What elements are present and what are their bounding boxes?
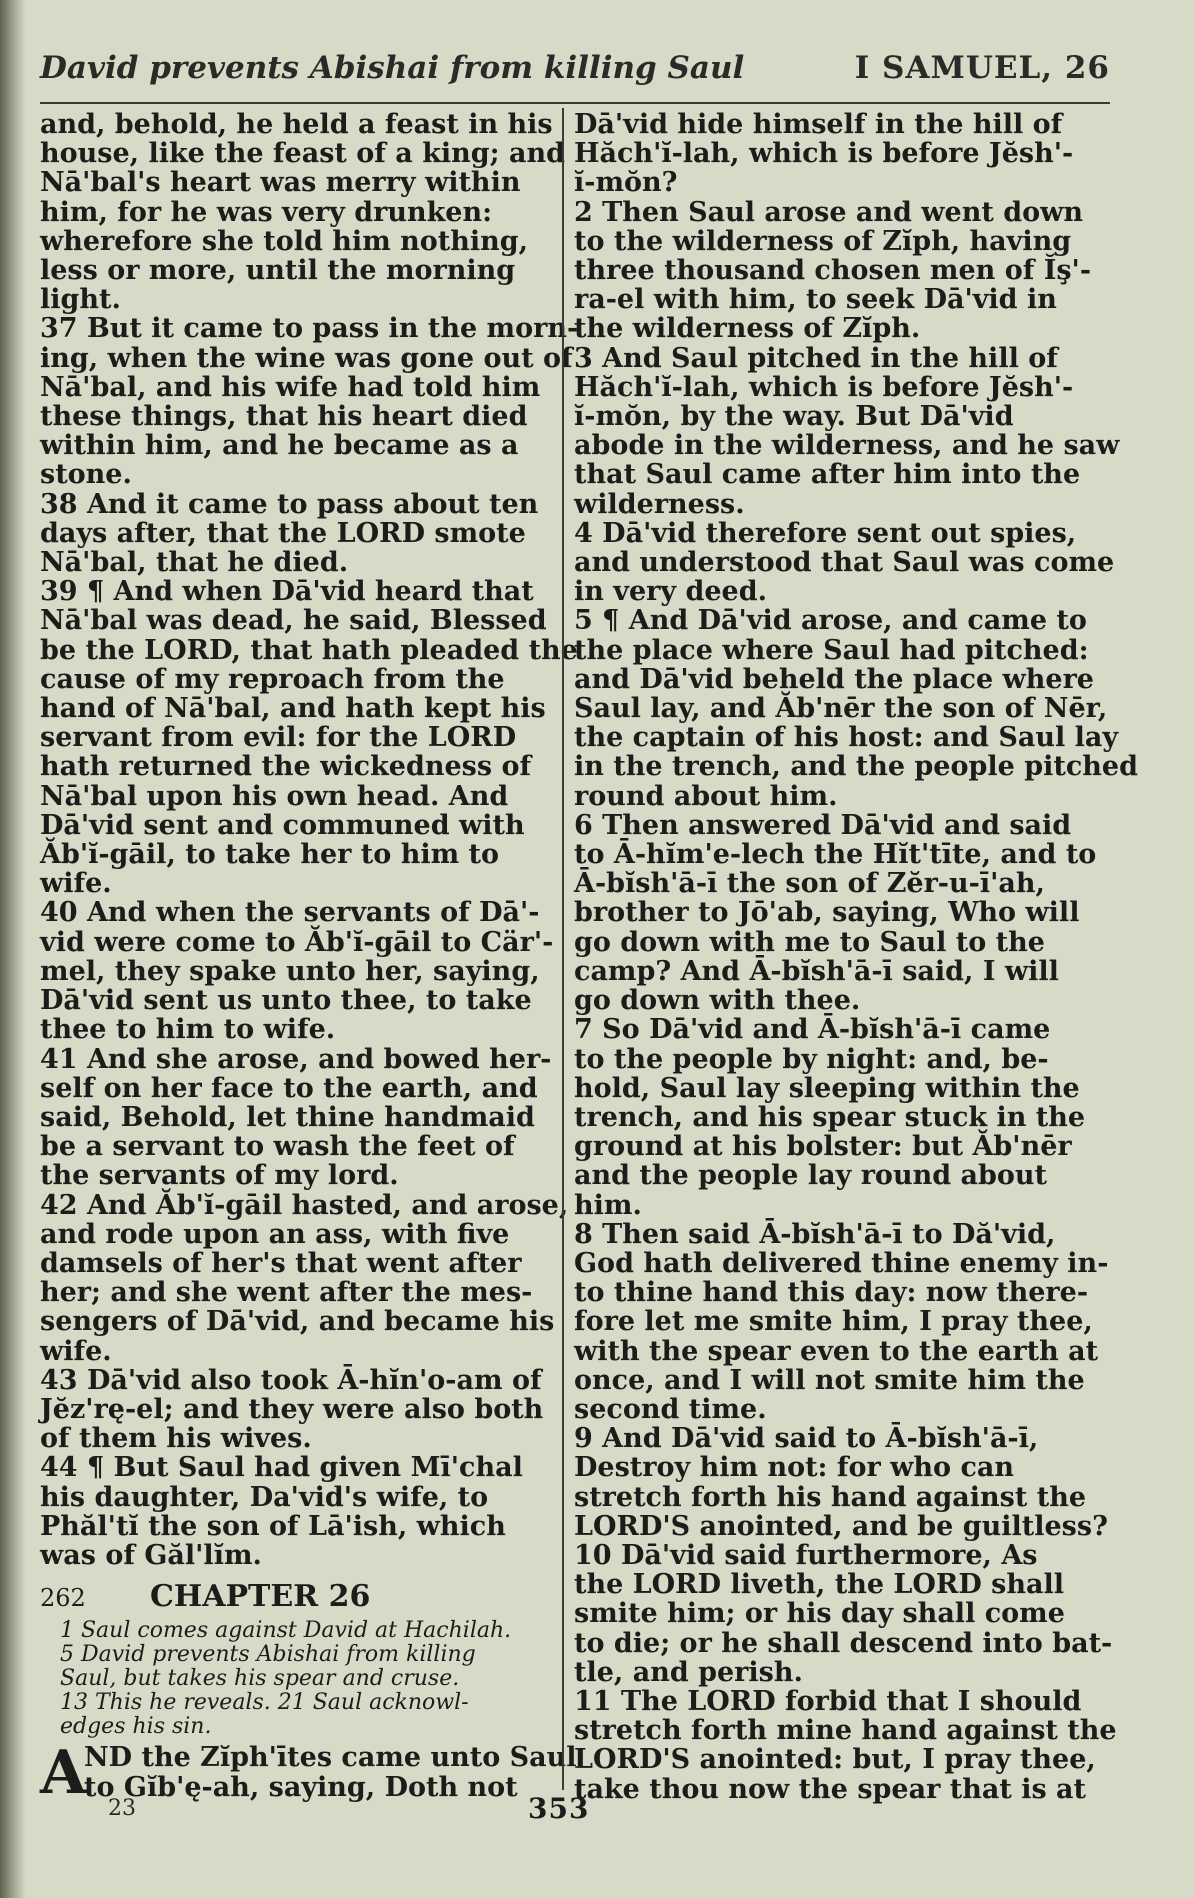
text-line: Hăch'ĭ-lah, which is before Jĕsh'- bbox=[574, 371, 1074, 403]
running-head bbox=[40, 50, 1110, 96]
text-line: Nā'bal, that he died. bbox=[40, 547, 349, 579]
text-line: Ăb'ĭ-gāil, to take her to him to bbox=[40, 839, 500, 871]
text-line: 5 ¶ And Dā'vid arose, and came to bbox=[574, 605, 1087, 637]
text-line: the LORD liveth, the LORD shall bbox=[574, 1569, 1064, 1601]
text-line: sengers of Dā'vid, and became his bbox=[40, 1306, 555, 1338]
text-line: the wilderness of Zĭph. bbox=[574, 313, 921, 345]
text-line: wherefore she told him nothing, bbox=[40, 225, 529, 257]
text-line: to the wilderness of Zĭph, having bbox=[574, 225, 1072, 257]
text-line: second time. bbox=[574, 1393, 767, 1425]
summary-line: Saul, but takes his spear and cruse. bbox=[60, 1666, 460, 1692]
chapter-summary bbox=[40, 1619, 555, 1739]
text-line: cause of my reproach from the bbox=[40, 663, 505, 695]
text-line: LORD'S anointed: but, I pray thee, bbox=[574, 1744, 1096, 1776]
text-line: 9 And Dā'vid said to Ā-bĭsh'ā-ī, bbox=[574, 1423, 1039, 1455]
text-line: smite him; or his day shall come bbox=[574, 1598, 1065, 1630]
text-line: 3 And Saul pitched in the hill of bbox=[574, 342, 1058, 374]
text-line: Nā'bal's heart was merry within bbox=[40, 167, 521, 199]
text-line: trench, and his spear stuck in the bbox=[574, 1101, 1086, 1133]
text-line: and rode upon an ass, with five bbox=[40, 1218, 510, 1250]
text-line: ĭ-mŏn? bbox=[574, 167, 678, 199]
summary-line: 1 Saul comes against David at Hachilah. bbox=[60, 1618, 512, 1644]
text-line: fore let me smite him, I pray thee, bbox=[574, 1306, 1093, 1338]
text-line: thee to him to wife. bbox=[40, 1014, 336, 1046]
text-line: hath returned the wickedness of bbox=[40, 751, 532, 783]
header-rule bbox=[40, 102, 1110, 104]
text-line: round about him. bbox=[574, 780, 838, 812]
drop-cap: A bbox=[40, 1738, 87, 1809]
text-line: that Saul came after him into the bbox=[574, 459, 1081, 491]
text-line: 40 And when the servants of Dā'- bbox=[40, 897, 540, 929]
text-line: 41 And she arose, and bowed her- bbox=[40, 1043, 552, 1075]
text-line: 4 Dā'vid therefore sent out spies, bbox=[574, 517, 1077, 549]
text-line: Hăch'ĭ-lah, which is before Jĕsh'- bbox=[574, 138, 1074, 170]
text-line: stretch forth mine hand against the bbox=[574, 1715, 1117, 1747]
text-line: ra-el with him, to seek Dā'vid in bbox=[574, 284, 1057, 316]
text-line: 44 ¶ But Saul had given Mī'chal bbox=[40, 1452, 523, 1484]
page-footer bbox=[0, 1792, 1194, 1836]
text-line: to Gĭb'ę-ah, saying, Doth not bbox=[84, 1771, 518, 1803]
text-line: Jĕz'rę-el; and they were also both bbox=[40, 1393, 544, 1425]
text-line: the place where Saul had pitched: bbox=[574, 634, 1089, 666]
text-line: damsels of her's that went after bbox=[40, 1247, 522, 1279]
left-column-verses bbox=[40, 109, 579, 1571]
text-line: wife. bbox=[40, 1335, 112, 1367]
text-line: Phăl'tĭ the son of Lā'ish, which bbox=[40, 1510, 506, 1542]
text-line: take thou now the spear that is at bbox=[574, 1773, 1087, 1805]
text-line: hand of Nā'bal, and hath kept his bbox=[40, 693, 546, 725]
text-line: less or more, until the morning bbox=[40, 255, 516, 287]
text-line: Dā'vid sent and communed with bbox=[40, 809, 525, 841]
text-line: to thine hand this day: now there- bbox=[574, 1277, 1089, 1309]
text-line: wilderness. bbox=[574, 488, 745, 520]
text-line: wife. bbox=[40, 868, 112, 900]
text-line: camp? And Ā-bĭsh'ā-ī said, I will bbox=[574, 955, 1059, 987]
text-line: ing, when the wine was gone out of bbox=[40, 342, 573, 374]
text-line: of them his wives. bbox=[40, 1423, 312, 1455]
footer-signature: 23 bbox=[108, 1796, 136, 1821]
text-line: in very deed. bbox=[574, 576, 767, 608]
text-line: and, behold, he held a feast in his bbox=[40, 109, 553, 140]
text-line: to die; or he shall descend into bat- bbox=[574, 1627, 1113, 1659]
text-line: 42 And Ăb'ĭ-gāil hasted, and arose, bbox=[40, 1189, 569, 1221]
text-line: 8 Then said Ā-bĭsh'ā-ī to Dă'vid, bbox=[574, 1218, 1056, 1250]
text-line: and understood that Saul was come bbox=[574, 547, 1115, 579]
right-column bbox=[574, 109, 1138, 1805]
text-line: him, for he was very drunken: bbox=[40, 196, 493, 228]
text-line: 7 So Dā'vid and Ā-bĭsh'ā-ī came bbox=[574, 1014, 1051, 1046]
text-line: to Ā-hĭm'e-lech the Hĭt'tīte, and to bbox=[574, 839, 1097, 871]
running-head-left: David prevents Abishai from killing Saul bbox=[40, 50, 745, 86]
text-line: brother to Jō'ab, saying, Who will bbox=[574, 897, 1080, 929]
page-spine-shadow bbox=[0, 0, 26, 1898]
text-line: LORD'S anointed, and be guiltless? bbox=[574, 1510, 1108, 1542]
text-line: Destroy him not: for who can bbox=[574, 1452, 1015, 1484]
summary-line: 5 David prevents Abishai from killing bbox=[60, 1642, 476, 1668]
text-line: mel, they spake unto her, saying, bbox=[40, 955, 540, 987]
text-line: light. bbox=[40, 284, 121, 316]
text-line: and the people lay round about bbox=[574, 1160, 1047, 1192]
text-line: Nā'bal upon his own head. And bbox=[40, 780, 509, 812]
text-line: 38 And it came to pass about ten bbox=[40, 488, 539, 520]
right-column-verses bbox=[574, 109, 1138, 1805]
text-line: in the trench, and the people pitched bbox=[574, 751, 1138, 783]
chapter-page-ref: 262 bbox=[40, 1584, 86, 1613]
text-line: tle, and perish. bbox=[574, 1656, 803, 1688]
text-line: 2 Then Saul arose and went down bbox=[574, 196, 1083, 228]
chapter-heading bbox=[40, 1579, 555, 1615]
text-line: 10 Dā'vid said furthermore, As bbox=[574, 1539, 1038, 1571]
text-line: Nā'bal, and his wife had told him bbox=[40, 371, 541, 403]
text-line: stretch forth his hand against the bbox=[574, 1481, 1086, 1513]
text-line: these things, that his heart died bbox=[40, 401, 528, 433]
text-line: her; and she went after the mes- bbox=[40, 1277, 533, 1309]
text-line: be a servant to wash the feet of bbox=[40, 1131, 515, 1163]
text-line: 6 Then answered Dā'vid and said bbox=[574, 809, 1072, 841]
text-line: Dā'vid sent us unto thee, to take bbox=[40, 985, 532, 1017]
text-line: stone. bbox=[40, 459, 132, 491]
text-line: vid were come to Ăb'ĭ-gāil to Cär'- bbox=[40, 926, 554, 958]
text-line: days after, that the LORD smote bbox=[40, 517, 526, 549]
text-line: God hath delivered thine enemy in- bbox=[574, 1247, 1109, 1279]
text-line: with the spear even to the earth at bbox=[574, 1335, 1099, 1367]
text-line: Ā-bĭsh'ā-ī the son of Zĕr-u-ī'ah, bbox=[574, 868, 1045, 900]
text-line: 11 The LORD forbid that I should bbox=[574, 1685, 1082, 1717]
text-line: Dā'vid hide himself in the hill of bbox=[574, 109, 1063, 140]
text-line: the servants of my lord. bbox=[40, 1160, 399, 1192]
running-head-right: I SAMUEL, 26 bbox=[854, 50, 1110, 86]
summary-line: edges his sin. bbox=[60, 1714, 212, 1740]
column-divider bbox=[562, 108, 564, 1790]
text-line: ground at his bolster: but Ăb'nēr bbox=[574, 1131, 1072, 1163]
text-line: ND the Zĭph'ītes came unto Saul bbox=[84, 1742, 577, 1774]
text-line: go down with me to Saul to the bbox=[574, 926, 1045, 958]
text-line: Nā'bal was dead, he said, Blessed bbox=[40, 605, 547, 637]
text-line: him. bbox=[574, 1189, 642, 1221]
text-line: ĭ-mŏn, by the way. But Dā'vid bbox=[574, 401, 1014, 433]
text-line: to the people by night: and, be- bbox=[574, 1043, 1049, 1075]
text-line: Saul lay, and Ăb'nēr the son of Nēr, bbox=[574, 693, 1108, 725]
text-line: three thousand chosen men of Ĭş'- bbox=[574, 255, 1092, 287]
text-line: within him, and he became as a bbox=[40, 430, 519, 462]
text-line: the captain of his host: and Saul lay bbox=[574, 722, 1119, 754]
text-line: be the LORD, that hath pleaded the bbox=[40, 634, 578, 666]
text-line: 39 ¶ And when Dā'vid heard that bbox=[40, 576, 534, 608]
text-line: servant from evil: for the LORD bbox=[40, 722, 517, 754]
text-line: was of Găl'lĭm. bbox=[40, 1539, 262, 1571]
chapter-title: CHAPTER 26 bbox=[150, 1579, 371, 1615]
text-line: his daughter, Da'vid's wife, to bbox=[40, 1481, 489, 1513]
text-line: abode in the wilderness, and he saw bbox=[574, 430, 1120, 462]
text-line: go down with thee. bbox=[574, 985, 861, 1017]
text-line: 43 Dā'vid also took Ā-hĭn'o-am of bbox=[40, 1364, 542, 1396]
text-line: house, like the feast of a king; and bbox=[40, 138, 566, 170]
text-line: and Dā'vid beheld the place where bbox=[574, 663, 1094, 695]
summary-line: 13 This he reveals. 21 Saul acknowl- bbox=[60, 1690, 469, 1716]
text-line: said, Behold, let thine handmaid bbox=[40, 1101, 535, 1133]
text-line: self on her face to the earth, and bbox=[40, 1072, 538, 1104]
text-line: 37 But it came to pass in the morn- bbox=[40, 313, 579, 345]
page-number: 353 bbox=[528, 1792, 590, 1825]
text-line: once, and I will not smite him the bbox=[574, 1364, 1085, 1396]
text-line: hold, Saul lay sleeping within the bbox=[574, 1072, 1080, 1104]
